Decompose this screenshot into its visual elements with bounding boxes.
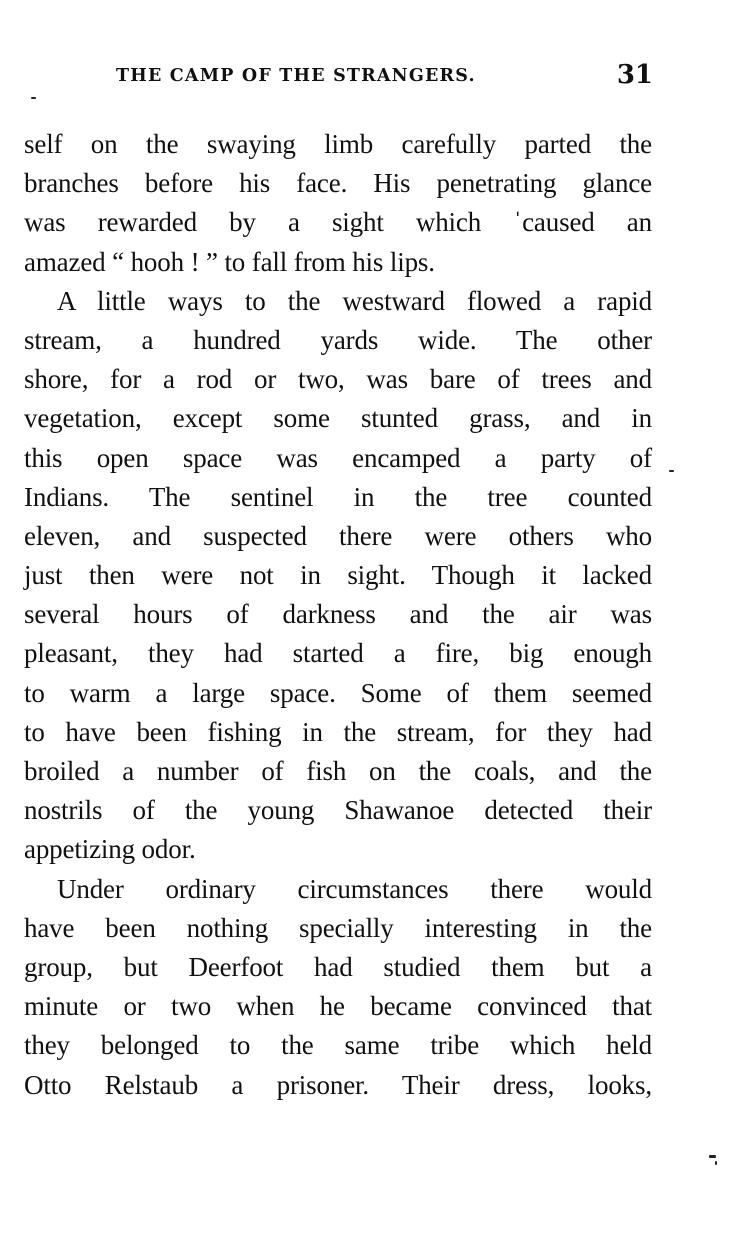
print-speck bbox=[715, 1161, 717, 1165]
text-line: minute or two when he became convinced that bbox=[24, 991, 652, 1022]
text-line: stream, a hundred yards wide. The other bbox=[24, 324, 652, 355]
text-line: appetizing odor. bbox=[24, 834, 196, 865]
body-text bbox=[24, 125, 652, 1105]
text-line: broiled a number of fish on the coals, and the bbox=[24, 756, 652, 786]
text-line: they belonged to the same tribe which held bbox=[24, 1030, 652, 1061]
text-line: A little ways to the westward flowed a rapid bbox=[57, 285, 652, 316]
text-line: to have been fishing in the stream, for they had bbox=[24, 716, 652, 747]
print-speck bbox=[709, 1155, 716, 1158]
text-line: just then were not in sight. Though it lacked bbox=[24, 560, 652, 591]
text-line: Otto Relstaub a prisoner. Their dress, looks, bbox=[24, 1069, 652, 1100]
text-line: pleasant, they had started a fire, big enough bbox=[24, 638, 652, 669]
text-line: nostrils of the young Shawanoe detected their bbox=[24, 795, 652, 826]
text-line: amazed “ hooh ! ” to fall from his lips. bbox=[24, 246, 435, 277]
text-line: branches before his face. His penetrating glance bbox=[24, 168, 652, 199]
text-line: eleven, and suspected there were others who bbox=[24, 520, 652, 551]
page-number: 31 bbox=[616, 60, 653, 90]
running-head bbox=[116, 62, 653, 92]
running-title: THE CAMP OF THE STRANGERS. bbox=[116, 66, 476, 86]
text-line: Indians. The sentinel in the tree counted bbox=[24, 481, 652, 512]
text-line: was rewarded by a sight which ˈcaused an bbox=[24, 207, 652, 238]
text-line: have been nothing specially interesting in the bbox=[24, 912, 652, 943]
text-line: to warm a large space. Some of them seemed bbox=[24, 677, 652, 708]
text-line: several hours of darkness and the air was bbox=[24, 599, 652, 630]
text-line: Under ordinary circumstances there would bbox=[57, 873, 652, 904]
print-speck bbox=[669, 470, 674, 472]
text-line: this open space was encamped a party of bbox=[24, 442, 652, 473]
text-line: shore, for a rod or two, was bare of trees and bbox=[24, 364, 652, 395]
text-line: group, but Deerfoot had studied them but a bbox=[24, 951, 652, 982]
text-line: vegetation, except some stunted grass, and in bbox=[24, 403, 652, 434]
text-line: self on the swaying limb carefully parted the bbox=[24, 129, 652, 159]
print-speck bbox=[31, 97, 36, 99]
